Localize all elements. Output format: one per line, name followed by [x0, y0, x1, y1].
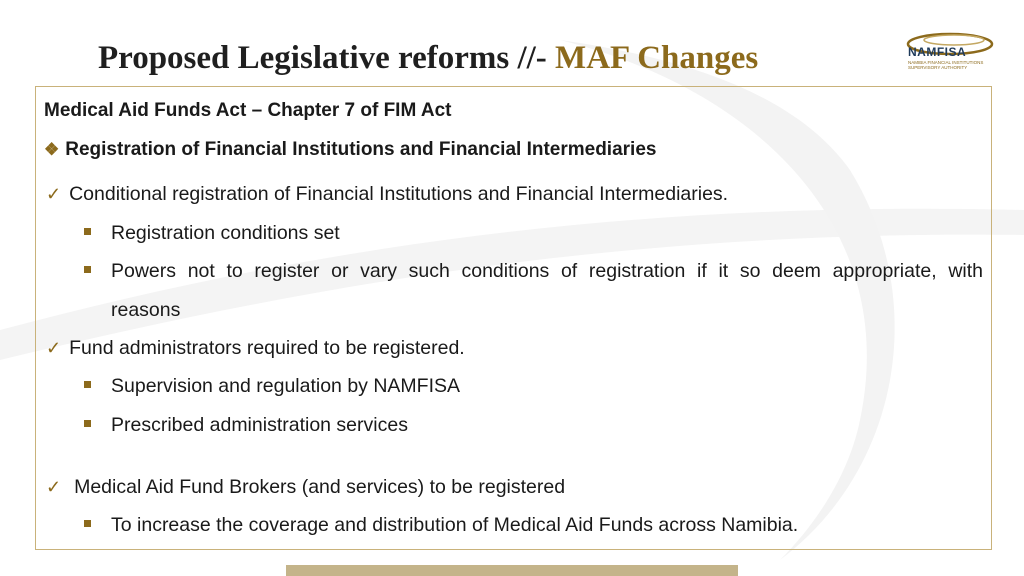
sub-list-item: To increase the coverage and distribution of Medical Aid Funds across Namibia. — [111, 514, 799, 536]
checkmark-icon: ✓ — [46, 338, 62, 358]
subheading: Medical Aid Funds Act – Chapter 7 of FIM Act — [44, 100, 452, 121]
checkmark-icon: ✓ — [46, 477, 62, 497]
title-main: Proposed Legislative reforms //- — [98, 40, 556, 76]
slide-title — [98, 40, 758, 77]
logo-name: NAMFISA — [908, 45, 967, 59]
list-item-text: Fund administrators required to be registered. — [69, 337, 465, 359]
footer-bar — [286, 565, 738, 576]
checkmark-icon: ✓ — [46, 184, 62, 204]
square-bullet-icon — [84, 520, 91, 527]
title-accent: MAF Changes — [555, 40, 759, 76]
square-bullet-icon — [84, 420, 91, 427]
diamond-cluster-icon: ❖ — [44, 140, 60, 159]
list-item-text: Conditional registration of Financial Institutions and Financial Intermediaries. — [69, 183, 729, 205]
square-bullet-icon — [84, 228, 91, 235]
square-bullet-icon — [84, 381, 91, 388]
sub-list-item: Registration conditions set — [111, 222, 340, 244]
list-item — [46, 183, 728, 206]
sub-list-item: Supervision and regulation by NAMFISA — [111, 375, 461, 397]
section-heading — [44, 139, 656, 161]
list-item-text: Medical Aid Fund Brokers (and services) to be registered — [74, 476, 566, 498]
logo-tagline: NAMIBIA FINANCIAL INSTITUTIONS SUPERVISORY AUTHORITY — [908, 60, 984, 70]
square-bullet-icon — [84, 266, 91, 273]
sub-list-item: Prescribed administration services — [111, 414, 408, 436]
sub-list-item: Powers not to register or vary such conditions of registration if it so deem appropriate, with — [111, 260, 983, 282]
section-heading-text: Registration of Financial Institutions and Financial Intermediaries — [65, 139, 657, 160]
list-item — [46, 337, 465, 360]
sub-list-item-continuation: reasons — [111, 299, 181, 321]
list-item — [46, 476, 565, 499]
